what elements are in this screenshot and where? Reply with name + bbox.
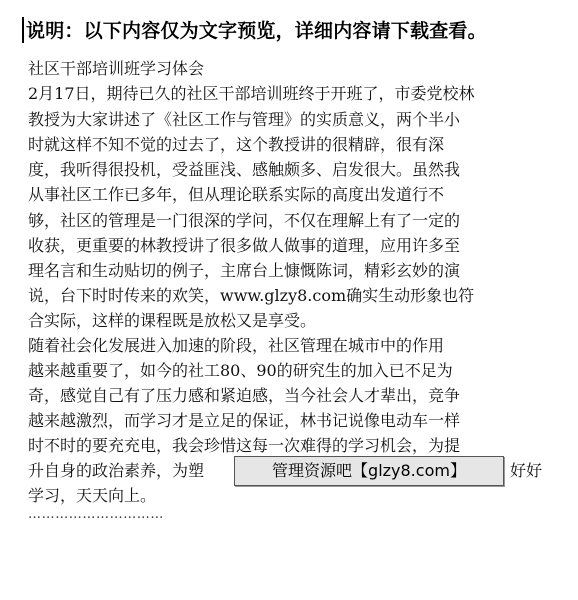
preview-notice: 说明：以下内容仅为文字预览，详细内容请下载查看。	[26, 20, 487, 42]
document-line-10: 合实际，这样的课程既是放松又是享受。	[28, 311, 317, 330]
text-cursor	[22, 17, 24, 43]
document-line-1: 2月17日，期待已久的社区干部培训班终于开班了，市委党校林	[28, 84, 475, 103]
document-line-13: 奇，感觉自己有了压力感和紧迫感，当今社会人才辈出，竞争	[28, 386, 461, 405]
document-line-3: 时就这样不知不觉的过去了，这个教授讲的很精辟，很有深	[28, 135, 445, 154]
document-line-12: 越来越重要了，如今的社工80、90的研究生的加入已不足为	[28, 361, 453, 380]
document-line-6: 够，社区的管理是一门很深的学问，不仅在理解上有了一定的	[28, 211, 461, 230]
document-line-9: 说，台下时时传来的欢笑，www.glzy8.com确实生动形象也符	[28, 286, 475, 305]
document-line-5: 从事社区工作已多年，但从理论联系实际的高度出发道行不	[28, 185, 445, 204]
notice-bar	[22, 16, 487, 43]
document-line-15: 时不时的要充充电，我会珍惜这每一次难得的学习机会，为提	[28, 436, 461, 455]
document-line-16-tail: 好好	[510, 461, 543, 480]
document-line-11: 随着社会化发展进入加速的阶段，社区管理在城市中的作用	[28, 336, 445, 355]
document-line-4: 度，我听得很投机，受益匪浅、感触颇多、启发很大。虽然我	[28, 160, 461, 179]
document-line-8: 理名言和生动贴切的例子，主席台上慷慨陈词，精彩玄妙的演	[28, 261, 461, 280]
document-title: 社区干部培训班学习体会	[28, 59, 205, 78]
document-line-2: 教授为大家讲述了《社区工作与管理》的实质意义，两个半小	[28, 110, 461, 129]
document-line-16: 升自身的政治素养，为塑	[28, 461, 205, 480]
watermark-banner: 管理资源吧【glzy8.com】	[234, 456, 504, 486]
document-line-17: 学习，天天向上。	[28, 486, 157, 505]
document-line-14: 越来越激烈，而学习才是立足的保证，林书记说像电动车一样	[28, 411, 461, 430]
document-line-7: 收获，更重要的林教授讲了很多做人做事的道理，应用许多至	[28, 236, 461, 255]
ellipsis-dots: …………………………	[28, 507, 164, 522]
